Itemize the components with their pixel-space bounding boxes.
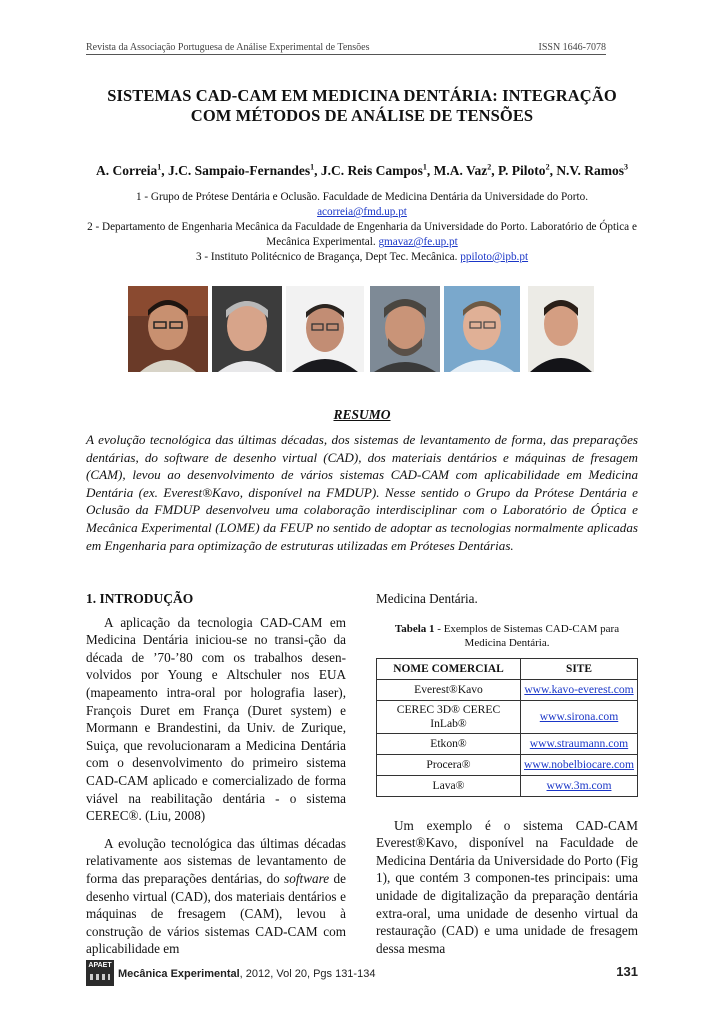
apaet-logo: APAET xyxy=(86,960,114,986)
page-footer xyxy=(86,960,638,986)
running-header xyxy=(86,42,606,55)
author: J.C. Reis Campos$^1$, xyxy=(320,162,434,178)
table-caption: Tabela 1 - Exemplos de Sistemas CAD-CAM para Medicina Dentária. xyxy=(394,622,620,649)
affiliations xyxy=(86,190,638,265)
paragraph: Um exemplo é o sistema CAD-CAM Everest®Kavo, disponível na Faculdade de Medicina Dentária da Universidade do Porto (Fig 1), que contém 3 componen-tes principais: uma unidade de digitalização da preparação dentária extra-oral, uma unidade de desenho virtual da restauração (CAD) e uma unidade de fresagem dessa mesma xyxy=(376,817,638,956)
left-column xyxy=(86,590,346,968)
title-line-1: SISTEMAS CAD-CAM EM MEDICINA DENTÁRIA: INTEGRAÇÃO xyxy=(107,86,617,105)
right-column xyxy=(376,590,638,957)
table-cell xyxy=(521,700,638,733)
affiliation-3: 3 - Instituto Politécnico de Bragança, Dept Tec. Mecânica. ppiloto@ipb.pt xyxy=(195,251,529,263)
paragraph: A evolução tecnológica das últimas décadas relativamente aos sistemas de levantamento de forma das preparações dentárias, do software de desenho virtual (CAD), dos materiais dentários e máquinas de fresagem (CAM), levou à construção de vários sistemas CAD-CAM com aplicabilidade em xyxy=(86,835,346,957)
table-cell xyxy=(521,679,638,700)
table-cell xyxy=(521,775,638,796)
author-photo xyxy=(286,286,364,372)
author-photos xyxy=(0,286,724,376)
table-cell xyxy=(521,733,638,754)
cadcam-systems-table xyxy=(376,658,638,797)
author: P. Piloto$^2$, xyxy=(498,162,557,178)
author-photo xyxy=(444,286,520,372)
table-header-row xyxy=(377,658,638,679)
paper-title xyxy=(60,86,664,126)
section-heading: 1. INTRODUÇÃO xyxy=(86,591,194,606)
footer-citation: Mecânica Experimental, 2012, Vol 20, Pgs 131-134 xyxy=(118,968,376,980)
site-link[interactable]: www.3m.com xyxy=(546,778,612,792)
table-row xyxy=(377,754,638,775)
table-cell: Everest®Kavo xyxy=(377,679,521,700)
site-link[interactable]: www.kavo-everest.com xyxy=(524,682,634,696)
journal-name: Revista da Associação Portuguesa de Análise Experimental de Tensões xyxy=(86,42,370,53)
author-photo xyxy=(212,286,282,372)
abstract-text: A evolução tecnológica das últimas décadas, dos sistemas de levantamento de forma, das preparações dentárias, do software de desenho virtual (CAD), dos materiais dentários e máquinas de fresagem (CAM), levou ao desenvolvimento de vários sistemas CAD-CAM com aplicabilidade em Medicina Dentária (ex. Everest®Kavo, disponível na FMDUP). Nesse sentido o Grupo da Prótese Dentária e Oclusão da FMDUP desenvolveu uma colaboração interdisciplinar com o Laboratório de Óptica e Mecânica Experimental (LOME) da FEUP no sentido de adoptar as tecnologias normalmente aplicadas em Engenharia para optimização de estruturas utilizadas em Próteses Dentárias. xyxy=(86,432,638,553)
column-header: SITE xyxy=(521,658,638,679)
page-number: 131 xyxy=(616,964,638,979)
affiliation-1: 1 - Grupo de Prótese Dentária e Oclusão. Faculdade de Medicina Dentária da Universidade do Porto. acorreia@fmd.up.pt xyxy=(135,191,588,218)
email-link-1[interactable]: acorreia@fmd.up.pt xyxy=(317,206,407,218)
author: A. Correia$^1$, xyxy=(96,162,169,178)
author: N.V. Ramos$^3$ xyxy=(556,162,628,178)
table-cell xyxy=(521,754,638,775)
author-photo xyxy=(128,286,208,372)
table-row xyxy=(377,679,638,700)
column-header: NOME COMERCIAL xyxy=(377,658,521,679)
paragraph: A aplicação da tecnologia CAD-CAM em Medicina Dentária iniciou-se no transi-ção da década de ’70-’80 com os trabalhos desen-volvidos por Young e Altschuler nos EUA (mapeamento intra-oral por holografia laser), François Duret em França (Duret system) e Mormann e Brandestini, da Univ. de Zurique, Suiça, que revolucionaram a Medicina Dentária com o desenvolvimento do primeiro sistema CAD-CAM aplicado e comercializado de forma viável na reabilitação dentária - o sistema CEREC®. (Liu, 2008) xyxy=(86,614,346,824)
paragraph-continuation: Medicina Dentária. xyxy=(376,591,478,606)
table-cell: Etkon® xyxy=(377,733,521,754)
title-line-2: COM MÉTODOS DE ANÁLISE DE TENSÕES xyxy=(190,106,534,125)
table-row xyxy=(377,700,638,733)
author: J.C. Sampaio-Fernandes$^1$, xyxy=(168,162,321,178)
table-cell: Lava® xyxy=(377,775,521,796)
site-link[interactable]: www.nobelbiocare.com xyxy=(524,757,634,771)
email-link-2[interactable]: gmavaz@fe.up.pt xyxy=(378,236,458,248)
author-photo xyxy=(528,286,594,372)
email-link-3[interactable]: ppiloto@ipb.pt xyxy=(460,251,529,263)
site-link[interactable]: www.sirona.com xyxy=(539,709,619,723)
site-link[interactable]: www.straumann.com xyxy=(529,736,629,750)
table-cell: CEREC 3D® CEREC InLab® xyxy=(377,700,521,733)
author-photo xyxy=(370,286,440,372)
table-row xyxy=(377,733,638,754)
author: M.A. Vaz$^2$, xyxy=(433,162,499,178)
abstract-heading: RESUMO xyxy=(333,407,391,422)
author-list xyxy=(60,162,664,179)
affiliation-2: 2 - Departamento de Engenharia Mecânica da Faculdade de Engenharia da Universidade do Porto. Laboratório de Óptica e Mecânica Experimental. gmavaz@fe.up.pt xyxy=(87,221,637,248)
issn: ISSN 1646-7078 xyxy=(538,42,606,53)
table-row xyxy=(377,775,638,796)
table-cell: Procera® xyxy=(377,754,521,775)
